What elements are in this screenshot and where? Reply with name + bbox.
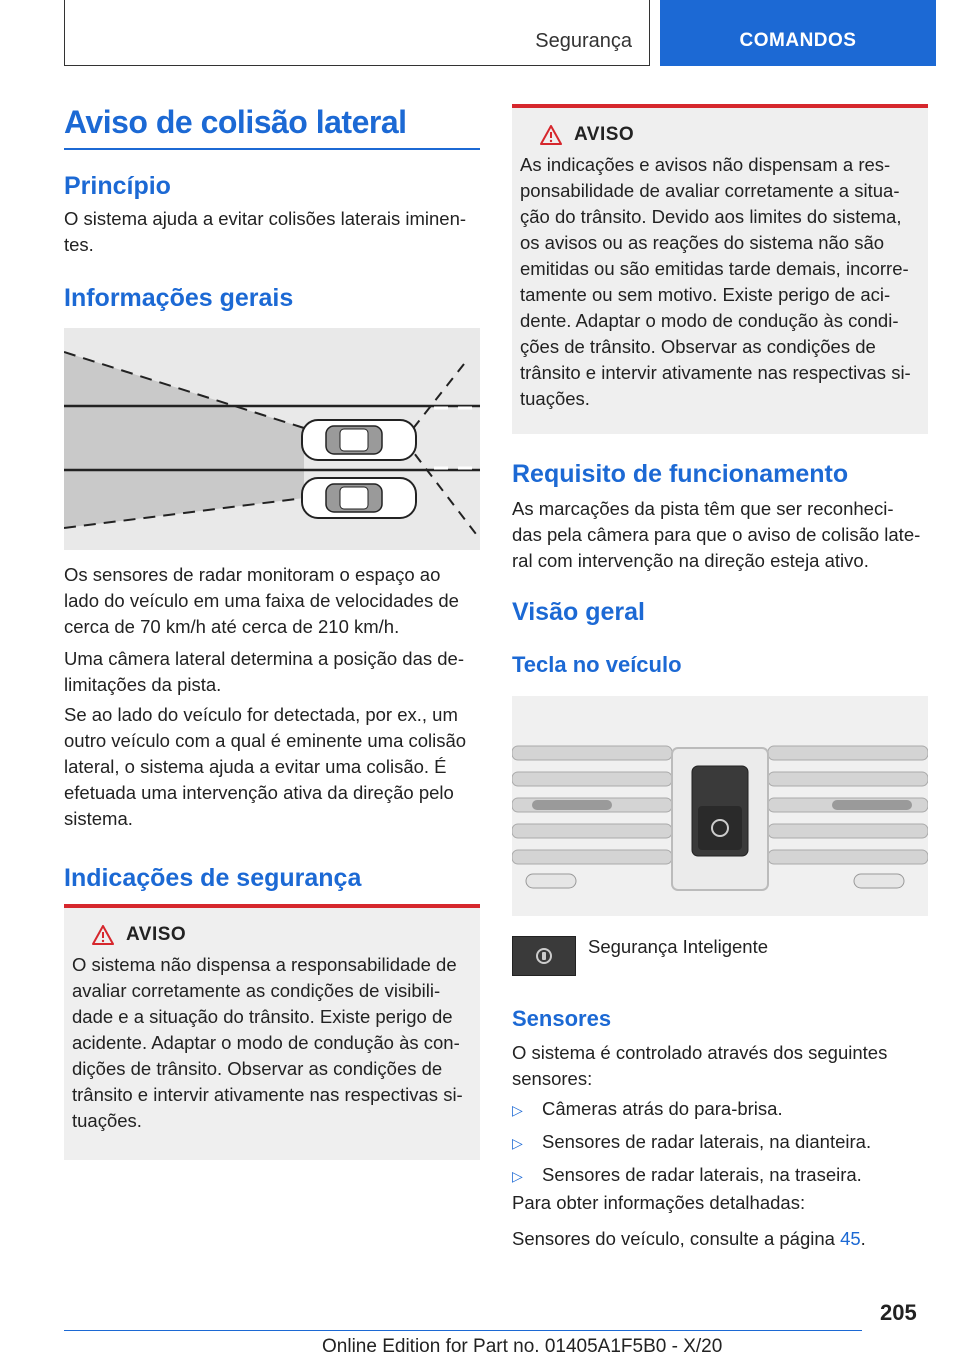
intelligent-safety-icon [512, 936, 576, 976]
text-line: Se ao lado do veículo for detectada, por ex., um [64, 704, 458, 725]
text-line: os avisos ou as reações do sistema não são [520, 232, 885, 253]
sensors-intro [512, 1040, 928, 1092]
text-line: lado do veículo em uma faixa de velocidades de [64, 590, 459, 611]
principle-heading: Princípio [64, 172, 171, 200]
bullet-triangle-icon: ▷ [512, 1135, 523, 1151]
text-line: O sistema ajuda a evitar colisões laterais iminen- [64, 208, 467, 229]
text-line: tes. [64, 234, 94, 255]
sensor-list [512, 1096, 928, 1189]
requirement-heading: Requisito de funcionamento [512, 460, 849, 488]
text-line: O sistema não dispensa a responsabilidade de [72, 954, 457, 975]
warning-triangle-icon [540, 125, 562, 145]
general-info-heading: Informações gerais [64, 284, 294, 312]
text-line: limitações da pista. [64, 674, 222, 695]
vent-button-svg [512, 696, 928, 916]
car-bottom [302, 478, 416, 518]
text-line: Uma câmera lateral determina a posição das de- [64, 648, 464, 669]
page-number: 205 [880, 1300, 917, 1325]
warning-header [72, 924, 472, 946]
text-line: sistema. [64, 808, 133, 829]
safety-heading: Indicações de segurança [64, 864, 362, 892]
text-line: avaliar corretamente as condições de visibili- [72, 980, 441, 1001]
road-diagram [64, 328, 480, 550]
warning-text [72, 952, 472, 1134]
vent-button-photo [512, 696, 928, 916]
footer-rule [64, 1330, 862, 1331]
paragraph-radar [64, 562, 480, 640]
details-line: Para obter informações detalhadas: [512, 1192, 806, 1213]
warning-triangle-icon [92, 925, 114, 945]
bullet-triangle-icon: ▷ [512, 1168, 523, 1184]
warning-title: AVISO [126, 924, 187, 945]
page-link[interactable]: 45 [840, 1228, 861, 1249]
text-line: trânsito e intervir ativamente nas respectivas si- [72, 1084, 463, 1105]
button-label: Segurança Inteligente [588, 936, 768, 957]
text-line: das pela câmera para que o aviso de colisão late- [512, 524, 921, 545]
warning-box-left [64, 904, 480, 1160]
text-line: O sistema é controlado através dos seguintes [512, 1042, 888, 1063]
warning-box-right [512, 104, 928, 434]
text-line: ções de trânsito. Observar as condições de [520, 336, 876, 357]
warning-text [520, 152, 920, 412]
header-chapter-tab[interactable] [660, 0, 936, 66]
intelligent-safety-button [698, 806, 742, 850]
text-line: As indicações e avisos não dispensam a res- [520, 154, 891, 175]
text-line: Os sensores de radar monitoram o espaço ao [64, 564, 441, 585]
car-top [302, 420, 416, 460]
reference-end: . [860, 1228, 866, 1249]
warning-header [520, 124, 920, 146]
text-line: lateral, o sistema ajuda a evitar uma colisão. É [64, 756, 447, 777]
title-rule [64, 148, 480, 150]
list-item-text: Sensores de radar laterais, na traseira. [542, 1164, 862, 1185]
list-item-text: Sensores de radar laterais, na dianteira. [542, 1131, 872, 1152]
text-line: ponsabilidade de avaliar corretamente a situa- [520, 180, 900, 201]
text-line: dições de trânsito. Observar as condições de [72, 1058, 443, 1079]
text-line: acidente. Adaptar o modo de condução às con- [72, 1032, 460, 1053]
text-line: cerca de 70 km/h até cerca de 210 km/h. [64, 616, 400, 637]
warning-title: AVISO [574, 124, 635, 145]
page-reference [512, 1226, 866, 1252]
intelligent-safety-glyph [533, 945, 555, 967]
list-item [512, 1129, 928, 1156]
reference-text: Sensores do veículo, consulte a página [512, 1228, 841, 1249]
list-item [512, 1096, 928, 1123]
chapter-label: COMANDOS [739, 30, 857, 51]
text-line: tamente ou sem motivo. Existe perigo de aci- [520, 284, 891, 305]
text-line: ral com intervenção na direção esteja ativo. [512, 550, 869, 571]
sensors-heading: Sensores [512, 1006, 612, 1031]
text-line: tuações. [520, 388, 590, 409]
text-line: dade e a situação do trânsito. Existe perigo de [72, 1006, 453, 1027]
text-line: emitidas ou são emitidas tarde demais, incorre- [520, 258, 909, 279]
overview-heading: Visão geral [512, 598, 645, 626]
paragraph-intervention [64, 702, 480, 832]
page-title: Aviso de colisão lateral [64, 104, 407, 140]
text-line: tuações. [72, 1110, 142, 1131]
list-item [512, 1162, 928, 1189]
text-line: efetuada uma intervenção ativa da direção pelo [64, 782, 454, 803]
text-line: sensores: [512, 1068, 593, 1089]
bullet-triangle-icon: ▷ [512, 1102, 523, 1118]
list-item-text: Câmeras atrás do para-brisa. [542, 1098, 783, 1119]
footer-edition: Online Edition for Part no. 01405A1F5B0 - X/20 [322, 1336, 723, 1357]
button-heading: Tecla no veículo [512, 652, 682, 677]
header-section-title: Segurança [535, 30, 632, 52]
text-line: dente. Adaptar o modo de condução às condi- [520, 310, 899, 331]
text-line: outro veículo com a qual é eminente uma colisão [64, 730, 467, 751]
text-line: ção do trânsito. Devido aos limites do sistema, [520, 206, 902, 227]
text-line: trânsito e intervir ativamente nas respectivas si- [520, 362, 911, 383]
paragraph-camera [64, 646, 480, 698]
requirement-text [512, 496, 928, 574]
text-line: As marcações da pista têm que ser reconheci- [512, 498, 894, 519]
road-diagram-svg [64, 328, 480, 550]
principle-text [64, 206, 480, 258]
